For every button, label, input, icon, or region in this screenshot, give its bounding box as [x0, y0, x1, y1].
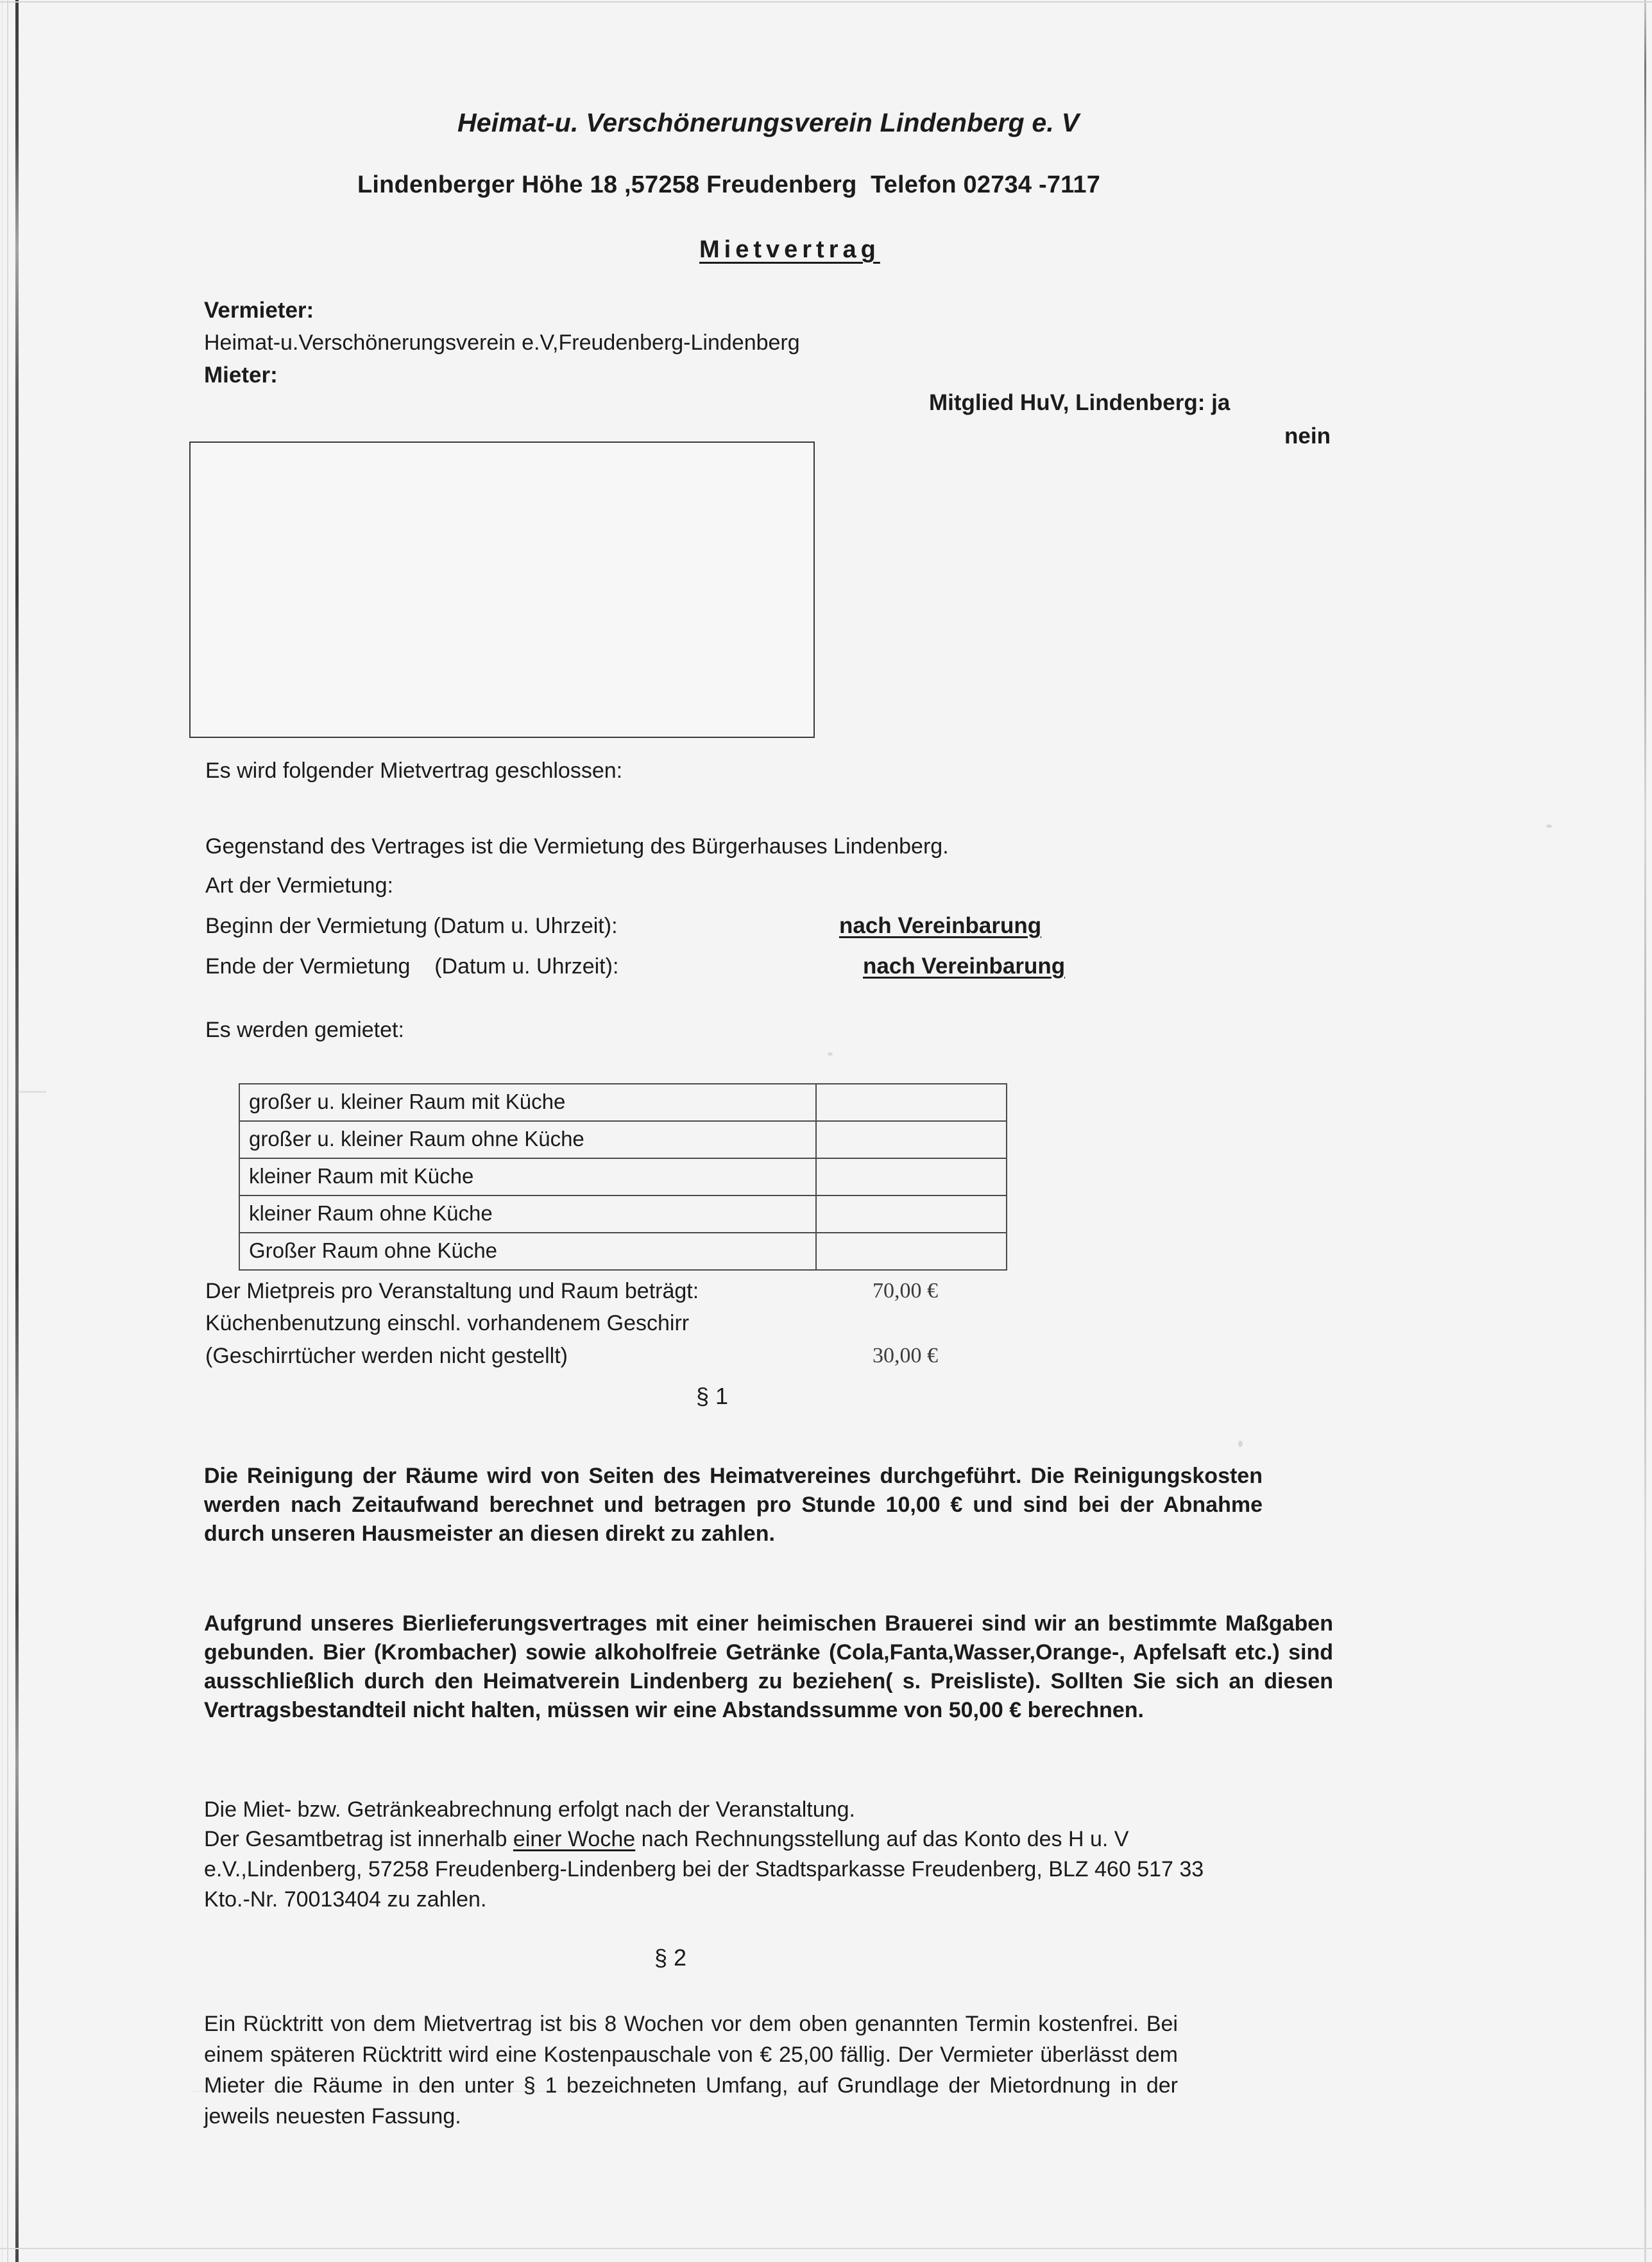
rental-options-table	[239, 1083, 1007, 1271]
payment-line-3: e.V.,Lindenberg, 57258 Freudenberg-Lindenberg bei der Stadtsparkasse Freudenberg, BLZ 460 517 33	[204, 1857, 1204, 1881]
subject-line: Gegenstand des Vertrages ist die Vermietung des Bürgerhauses Lindenberg.	[205, 834, 949, 859]
option-label: kleiner Raum mit Küche	[239, 1158, 816, 1195]
organisation-title: Heimat-u. Verschönerungsverein Lindenberg e. V	[457, 108, 1080, 137]
payment-line-1: Die Miet- bzw. Getränkeabrechnung erfolgt nach der Veranstaltung.	[204, 1797, 855, 1822]
table-row[interactable]	[239, 1233, 1007, 1270]
rental-options-heading: Es werden gemietet:	[205, 1018, 404, 1042]
kitchen-price-label-line2: (Geschirrtücher werden nicht gestellt)	[205, 1344, 568, 1368]
rent-price-value: 70,00 €	[873, 1279, 938, 1303]
end-label: Ende der Vermietung (Datum u. Uhrzeit):	[205, 954, 619, 979]
scan-speck	[828, 1052, 833, 1056]
scan-edge-artifact-top	[0, 1, 1652, 3]
start-label: Beginn der Vermietung (Datum u. Uhrzeit):	[205, 914, 618, 938]
option-label: Großer Raum ohne Küche	[239, 1233, 816, 1270]
scan-edge-artifact-outer	[2, 0, 3, 2262]
payment-deadline-underlined: einer Woche	[513, 1827, 636, 1851]
option-checkbox-cell[interactable]	[816, 1195, 1007, 1233]
withdrawal-paragraph: Ein Rücktritt von dem Mietvertrag ist bis 8 Wochen vor dem oben genannten Termin kostenfrei. Bei einem späteren Rücktritt wird eine Kostenpauschale von € 25,00 fällig. Der Vermieter überlässt dem Mieter die Räume in den unter § 1 bezeichneten Umfang, auf Grundlage der Mietordnung in der jeweils neuesten Fassung.	[204, 2012, 1178, 2129]
option-checkbox-cell[interactable]	[816, 1084, 1007, 1121]
conclusion-line: Es wird folgender Mietvertrag geschlossen:	[205, 758, 623, 783]
scan-speck	[1238, 1441, 1243, 1447]
scan-edge-artifact-left	[15, 0, 19, 2262]
kitchen-price-value: 30,00 €	[873, 1344, 938, 1367]
tenant-label: Mieter:	[204, 363, 278, 388]
payment-line-2-suffix: nach Rechnungsstellung auf das Konto des H u. V	[635, 1827, 1129, 1851]
scan-hairline	[19, 1091, 46, 1093]
table-row[interactable]	[239, 1084, 1007, 1121]
table-row[interactable]	[239, 1195, 1007, 1233]
membership-option-no[interactable]: nein	[1284, 424, 1331, 449]
cleaning-paragraph: Die Reinigung der Räume wird von Seiten des Heimatvereines durchgeführt. Die Reinigungskosten werden nach Zeitaufwand berechnet und betragen pro Stunde 10,00 € und sind bei der Abnahme durch unseren Hausmeister an diesen direkt zu zahlen.	[204, 1464, 1263, 1546]
beverage-paragraph: Aufgrund unseres Bierlieferungsvertrages mit einer heimischen Brauerei sind wir an bestimmte Maßgaben gebunden. Bier (Krombacher) sowie alkoholfreie Getränke (Cola,Fanta,Wasser,Orange-, Apfelsaft etc.) sind ausschließlich durch den Heimatverein Lindenberg zu beziehen( s. Preisliste). Sollten Sie sich an diesen Vertragsbestandteil nicht halten, müssen wir eine Abstandssumme von 50,00 € berechnen.	[204, 1611, 1333, 1722]
option-checkbox-cell[interactable]	[816, 1121, 1007, 1158]
option-label: kleiner Raum ohne Küche	[239, 1195, 816, 1233]
scan-edge-artifact-mid	[7, 0, 8, 2262]
option-label: großer u. kleiner Raum ohne Küche	[239, 1121, 816, 1158]
scan-speck	[1546, 825, 1552, 828]
payment-line-4: Kto.-Nr. 70013404 zu zahlen.	[204, 1887, 487, 1912]
table-row[interactable]	[239, 1158, 1007, 1195]
organisation-address: Lindenberger Höhe 18 ,57258 Freudenberg Telefon 02734 -7117	[357, 171, 1101, 198]
section-2-marker: § 2	[654, 1944, 687, 1971]
start-value[interactable]: nach Vereinbarung	[839, 913, 1042, 938]
payment-line-2	[204, 1824, 1378, 1854]
table-row[interactable]	[239, 1121, 1007, 1158]
payment-line-2-prefix: Der Gesamtbetrag ist innerhalb	[204, 1827, 513, 1851]
scan-edge-artifact-bottom	[0, 2248, 1652, 2249]
option-checkbox-cell[interactable]	[816, 1233, 1007, 1270]
membership-question: Mitglied HuV, Lindenberg: ja	[929, 390, 1230, 415]
kitchen-price-label-line1: Küchenbenutzung einschl. vorhandenem Geschirr	[205, 1311, 690, 1335]
landlord-label: Vermieter:	[204, 298, 314, 323]
page-title: Mietvertrag	[699, 236, 880, 263]
rent-price-label: Der Mietpreis pro Veranstaltung und Raum beträgt:	[205, 1279, 699, 1303]
scan-edge-artifact-right	[1644, 0, 1646, 2262]
option-label: großer u. kleiner Raum mit Küche	[239, 1084, 816, 1121]
option-checkbox-cell[interactable]	[816, 1158, 1007, 1195]
end-value[interactable]: nach Vereinbarung	[863, 954, 1066, 979]
landlord-name: Heimat-u.Verschönerungsverein e.V,Freudenberg-Lindenberg	[204, 330, 800, 355]
section-1-marker: § 1	[696, 1383, 729, 1409]
tenant-details-box[interactable]	[189, 441, 815, 738]
rental-type-label: Art der Vermietung:	[205, 873, 393, 898]
